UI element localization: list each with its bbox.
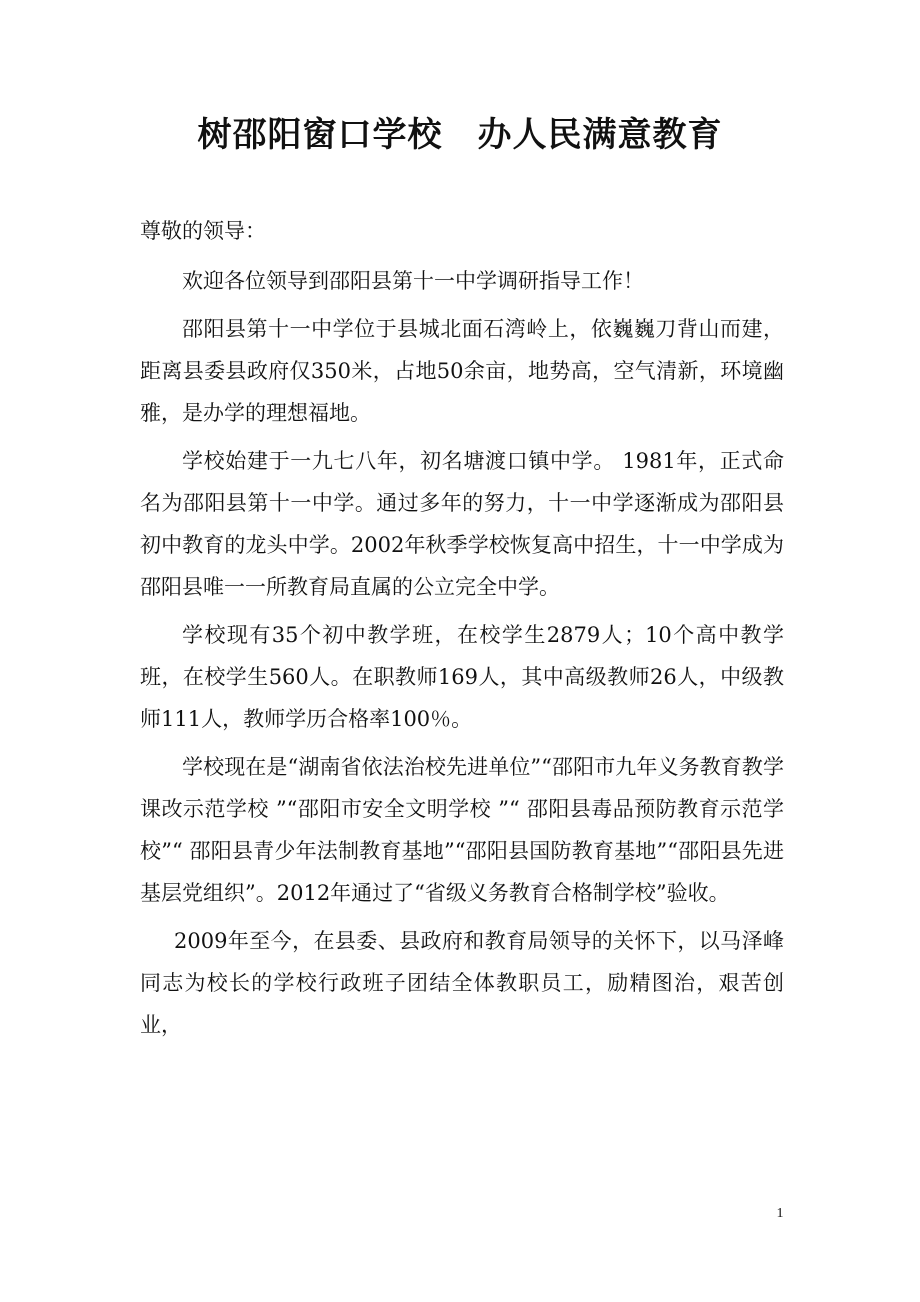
paragraph-history: 学校始建于一九七八年，初名塘渡口镇中学。 1981年，正式命名为邵阳县第十一中学。通过多年的努力，十一中学逐渐成为邵阳县初中教育的龙头中学。2002年秋季学校恢复高中招生，十一中学成为邵阳县唯一一所教育局直属的公立完全中学。 <box>140 449 784 599</box>
paragraph-statistics: 学校现有35个初中教学班，在校学生2879人；10个高中教学班，在校学生560人。在职教师169人，其中高级教师26人，中级教师111人，教师学历合格率100％。 <box>140 623 784 731</box>
paragraph-honors: 学校现在是“湖南省依法治校先进单位”“邵阳市九年义务教育教学课改示范学校 ”“邵阳市安全文明学校 ”“ 邵阳县毒品预防教育示范学校”“ 邵阳县青少年法制教育基地”“邵阳县国防教育基地”“邵阳县先进基层党组织”。2012年通过了“省级义务教育合格制学校”验收。 <box>140 755 784 905</box>
paragraph-location: 邵阳县第十一中学位于县城北面石湾岭上，依巍巍刀背山而建，距离县委县政府仅350米，占地50余亩，地势高，空气清新，环境幽雅，是办学的理想福地。 <box>140 317 784 425</box>
page-number: 1 <box>776 1206 784 1221</box>
salutation: 尊敬的领导： <box>140 219 266 243</box>
document-title: 树邵阳窗口学校 办人民满意教育 <box>197 115 723 155</box>
document-body <box>140 212 784 1052</box>
paragraph-welcome: 欢迎各位领导到邵阳县第十一中学调研指导工作！ <box>182 269 644 293</box>
paragraph-development: 2009年至今，在县委、县政府和教育局领导的关怀下，以马泽峰同志为校长的学校行政班子团结全体教职员工，励精图治，艰苦创业， <box>140 929 784 1037</box>
